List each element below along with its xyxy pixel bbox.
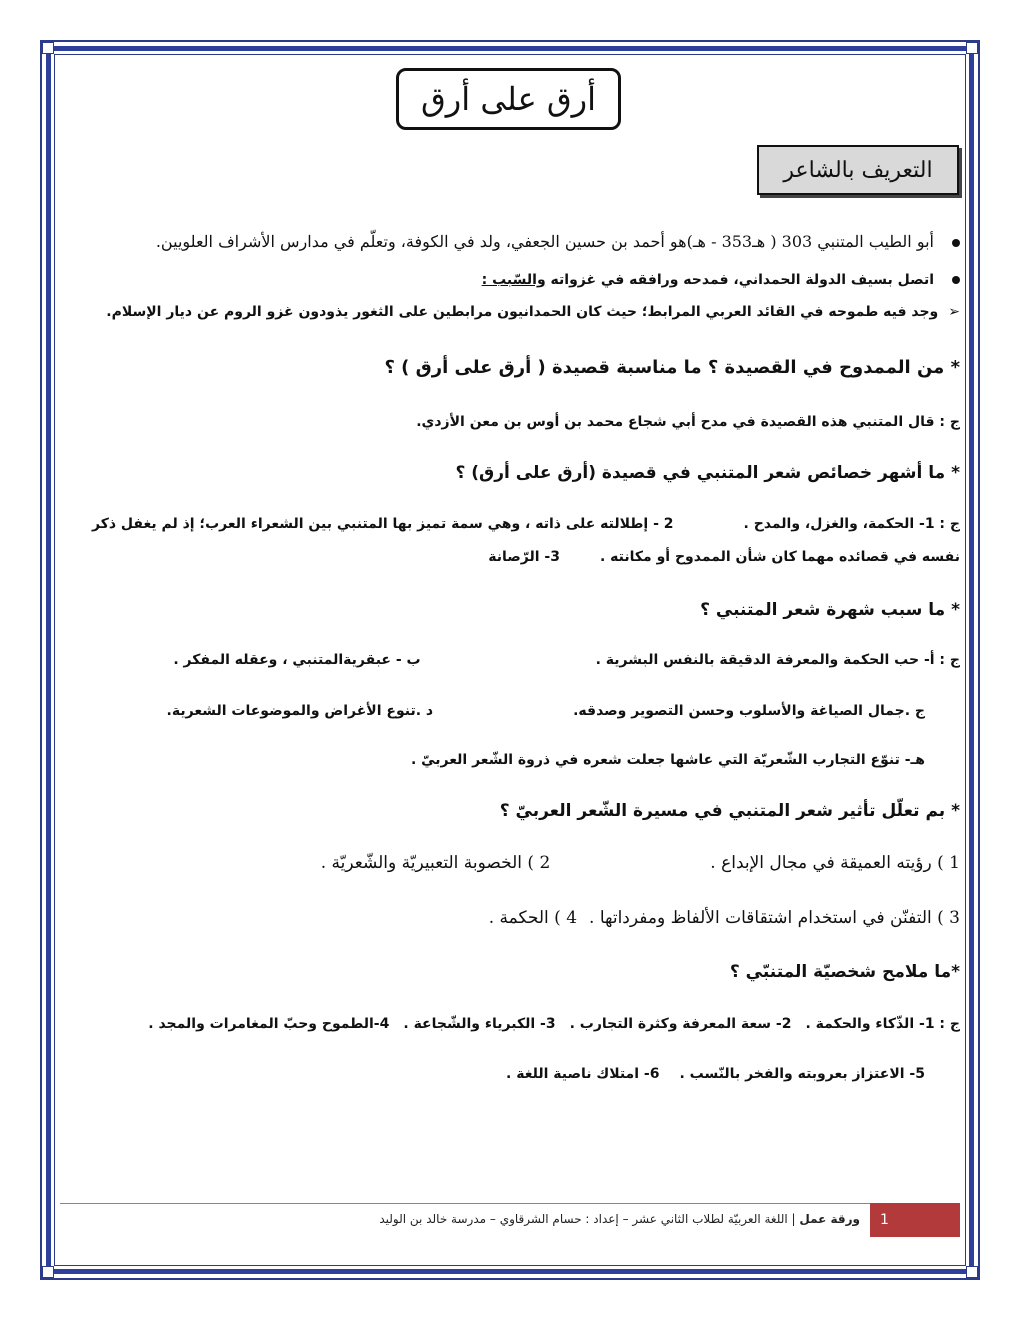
answer-4-line-1: 1 ) رؤيته العميقة في مجال الإبداع .2 ) الخصوبة التعبيريّة والشّعريّة . xyxy=(320,853,960,873)
question-2: * ما أشهر خصائص شعر المتنبي في قصيدة (أرق على أرق) ؟ xyxy=(455,463,960,483)
answer-3-line-1: ج : أ- حب الحكمة والمعرفة الدقيقة بالنفس البشرية .ب - عبقريةالمتنبي ، وعقله المفكر . xyxy=(173,652,960,668)
answer-1: ج : قال المتنبي هذه القصيدة في مدح أبي شجاع محمد بن أوس بن معن الأزدي. xyxy=(416,414,960,430)
bio-line-2: اتصل بسيف الدولة الحمداني، فمدحه ورافقه في غزواته والسّبب : xyxy=(482,272,960,288)
answer-4-line-2: 3 ) التفنّن في استخدام اشتقاقات الألفاظ ومفرداتها .4 ) الحكمة . xyxy=(488,908,960,928)
question-4: * بم تعلّل تأثير شعر المتنبي في مسيرة الشّعر العربيّ ؟ xyxy=(499,801,960,821)
answer-3-line-3: هـ- تنوّع التجارب الشّعريّة التي عاشها جعلت شعره في ذروة الشّعر العربيّ . xyxy=(410,752,925,768)
border-corner xyxy=(42,1266,54,1278)
border-corner xyxy=(966,1266,978,1278)
bio-line-3: ➢وجد فيه طموحه في القائد العربي المرابط؛ حيث كان الحمدانيون مرابطين على الثغور يذودون غزو الروم عن ديار الإسلام. xyxy=(106,304,960,320)
bullet-icon xyxy=(952,239,960,247)
question-1: * من الممدوح في القصيدة ؟ ما مناسبة قصيدة ( أرق على أرق ) ؟ xyxy=(384,357,960,378)
section-heading-poet: التعريف بالشاعر xyxy=(757,145,959,195)
answer-5-line-1: ج : 1- الذّكاء والحكمة .2- سعة المعرفة وكثرة التجارب .3- الكبرياء والشّجاعة .4-الطموح وحبّ المغامرات والمجد . xyxy=(148,1016,960,1032)
footer-label: ورقة عمل xyxy=(799,1212,860,1226)
page-title: أرق على أرق xyxy=(396,68,621,130)
bio-line-1: أبو الطيب المتنبي 303 ( هـ353 - هـ)هو أحمد بن حسين الجعفي، ولد في الكوفة، وتعلّم في مدارس الأشراف العلويين. xyxy=(156,232,960,251)
border-corner xyxy=(42,42,54,54)
answer-2-line-2: نفسه في قصائده مهما كان شأن الممدوح أو مكانته .3- الرّصانة xyxy=(488,549,960,565)
footer-text: ورقة عمل | اللغة العربيّة لطلاب الثاني عشر – إعداد : حسام الشرقاوي – مدرسة خالد بن الوليد xyxy=(379,1212,860,1226)
answer-3-line-2: ج .جمال الصياغة والأسلوب وحسن التصوير وصدقه.د .تنوع الأغراض والموضوعات الشعرية. xyxy=(166,703,925,719)
answer-5-line-2: 5- الاعتزاز بعروبته والفخر بالنّسب .6- امتلاك ناصية اللغة . xyxy=(506,1066,925,1082)
answer-2-line-1: ج : 1- الحكمة، والغزل، والمدح .2 - إطلالته على ذاته ، وهي سمة تميز بها المتنبي بين الشعراء العرب؛ إذ لم يغفل ذكر xyxy=(92,516,960,532)
border-corner xyxy=(966,42,978,54)
arrow-bullet-icon: ➢ xyxy=(948,304,960,320)
question-3: * ما سبب شهرة شعر المتنبي ؟ xyxy=(700,600,960,620)
question-5: *ما ملامح شخصيّة المتنبّي ؟ xyxy=(729,962,960,982)
footer-divider xyxy=(60,1203,870,1204)
bullet-icon xyxy=(952,276,960,284)
page-number: 1 xyxy=(870,1203,960,1237)
